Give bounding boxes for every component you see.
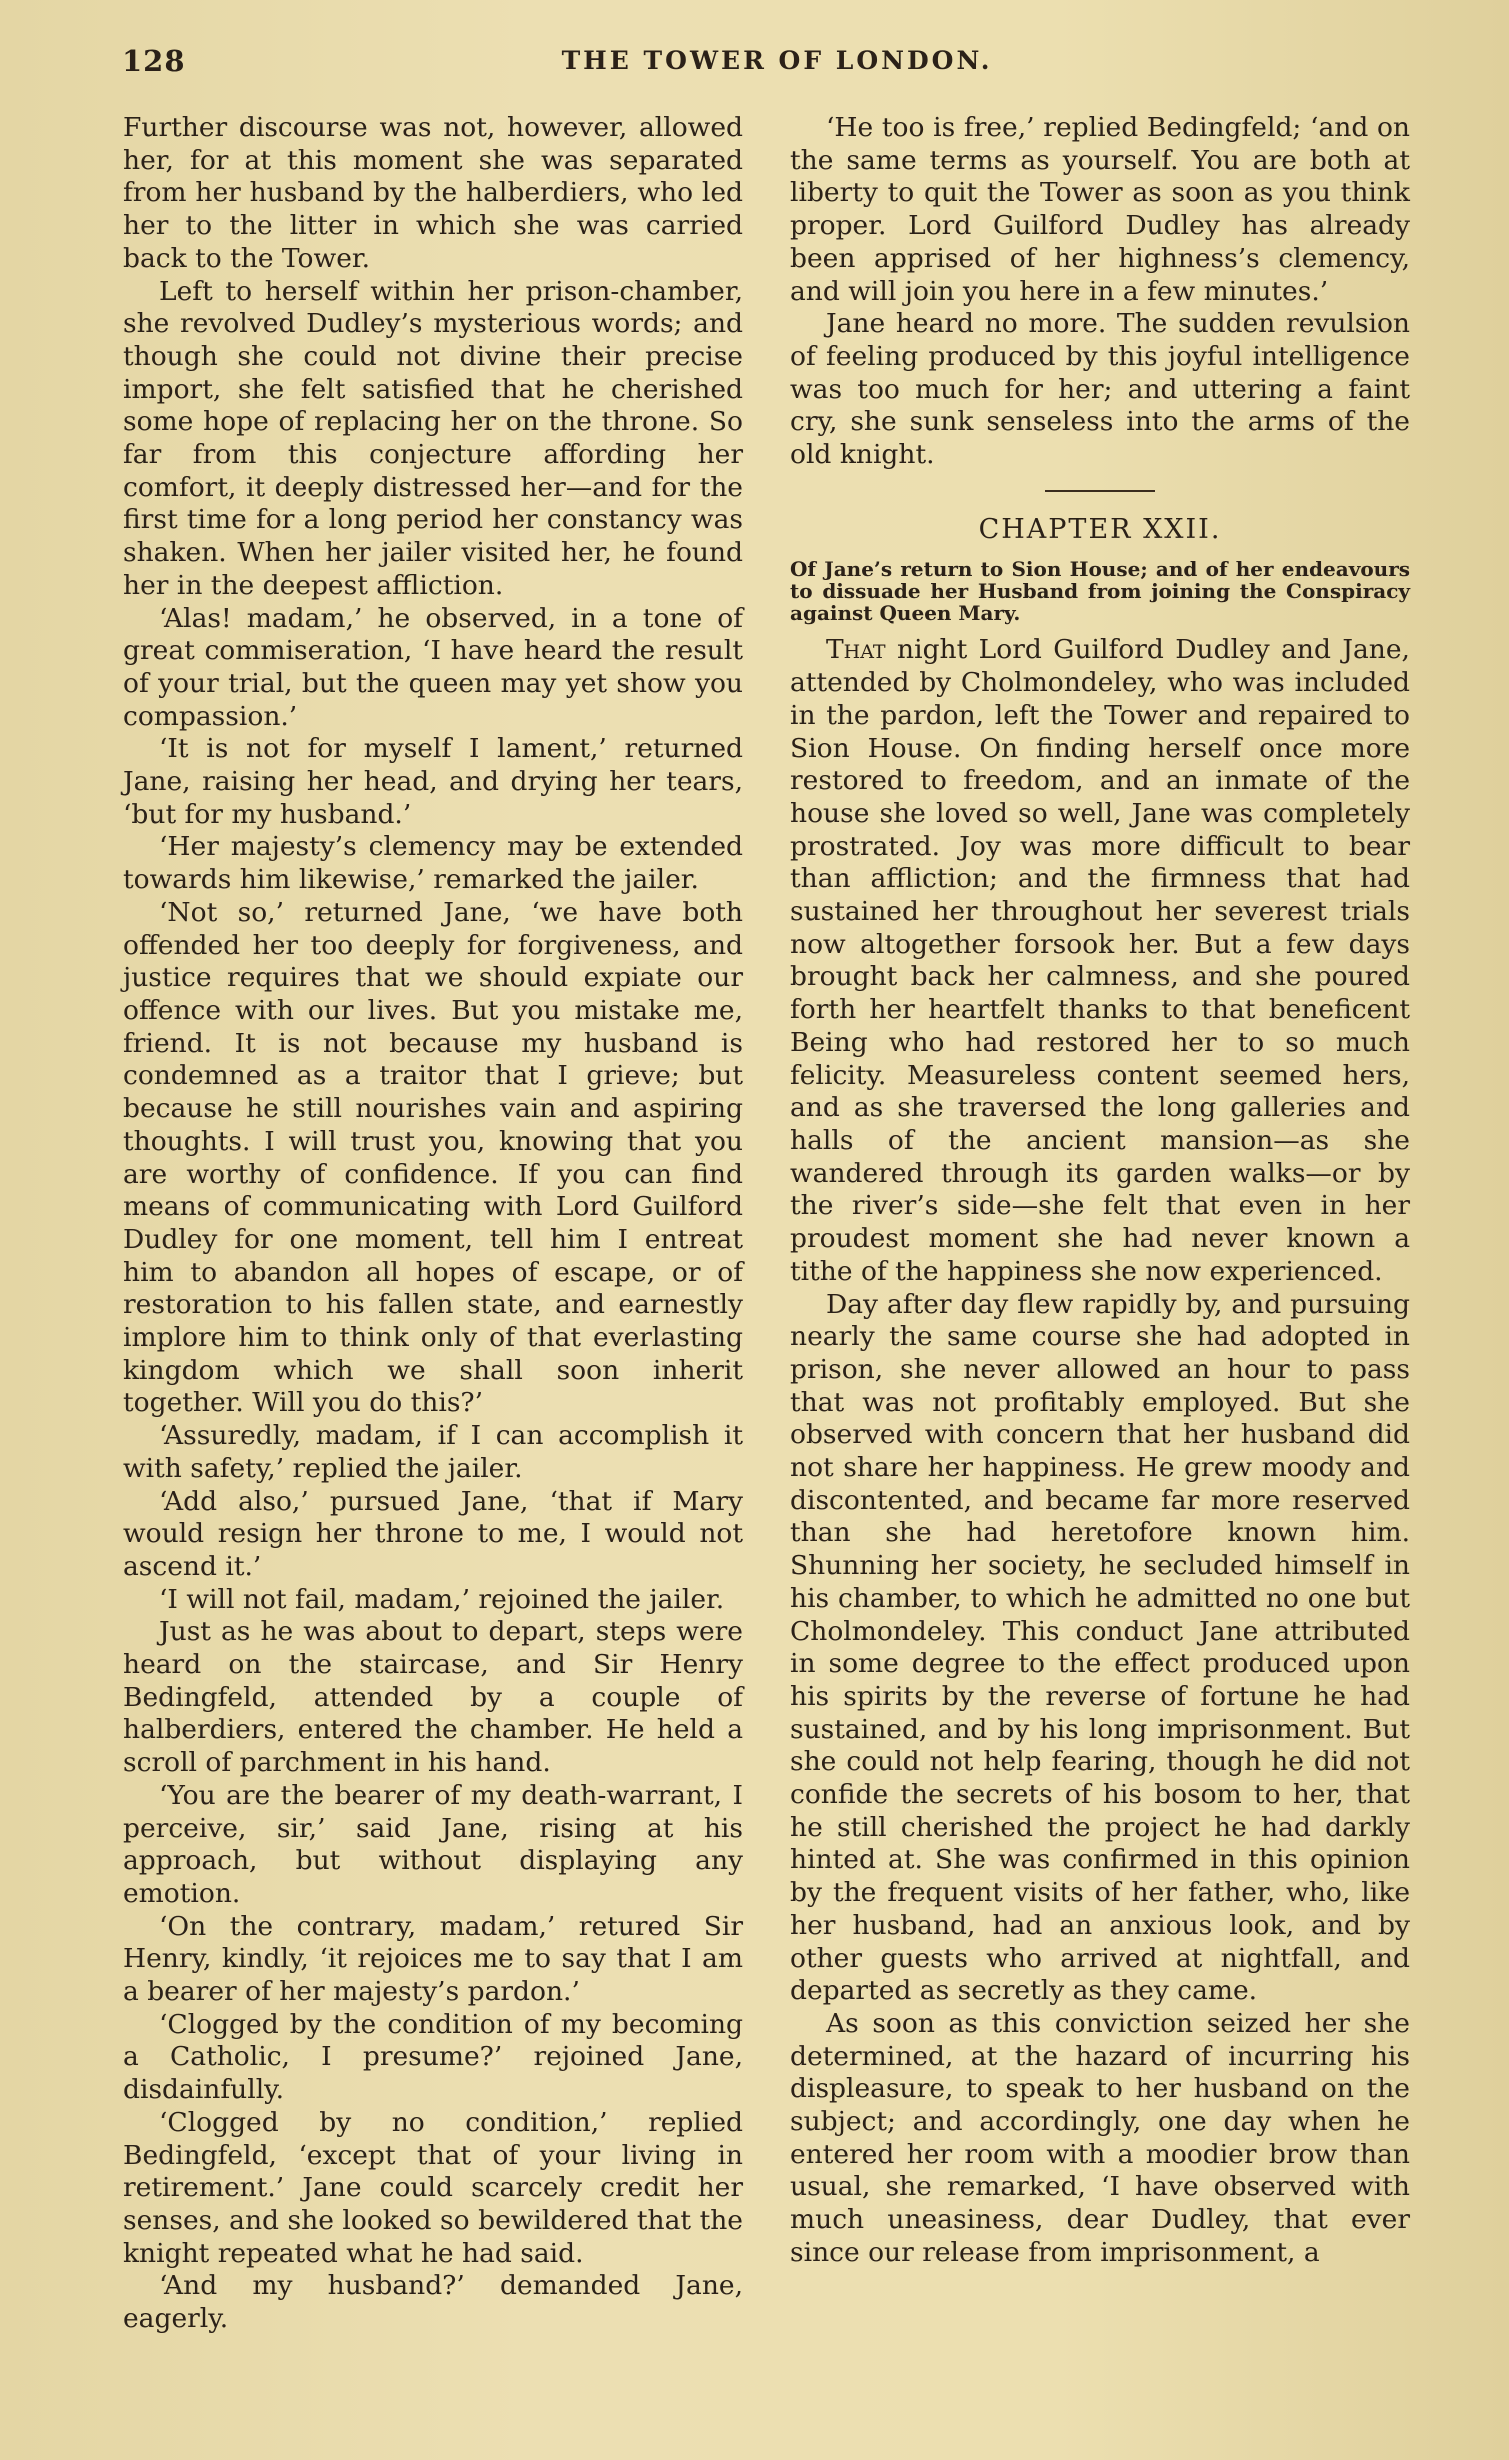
paragraph: Further discourse was not, however, allowed her, for at this moment she was separated from her husband by the halberdiers, who led her to the litter in which she was carried back to the Tower.: [123, 112, 743, 274]
paragraph: Jane heard no more. The sudden revulsion of feeling produced by this joyful intelligence was too much for her; and uttering a faint cry, she sunk senseless into the arms of the old knight.: [790, 308, 1410, 471]
paragraph: ‘Add also,’ pursued Jane, ‘that if Mary would resign her throne to me, I would not ascend it.’: [123, 1485, 743, 1582]
left-column: [123, 112, 743, 2336]
paragraph: Day after day flew rapidly by, and pursuing nearly the same course she had adopted in prison, she never allowed an hour to pass that was not profitably employed. But she observed with concern that her husband did not share her happiness. He grew moody and discontented, and became far more reserved than she had heretofore known him. Shunning her society, he secluded himself in his chamber, to which he admitted no one but Cholmondeley. This conduct Jane attributed in some degree to the effect produced upon his spirits by the reverse of fortune he had sustained, and by his long imprisonment. But she could not help fearing, though he did not confide the secrets of his bosom to her, that he still cherished the project he had darkly hinted at. She was confirmed in this opinion by the frequent visits of her father, who, like her husband, had an anxious look, and by other guests who arrived at nightfall, and departed as secretly as they came.: [790, 1288, 1410, 2007]
paragraph: ‘And my husband?’ demanded Jane, eagerly.: [123, 2270, 743, 2335]
paragraph-text: night Lord Guilford Dudley and Jane, attended by Cholmondeley, who was included in the pardon, left the Tower and repaired to Sion House. On finding herself once more restored to freedom, and an inmate of the house she loved so well, Jane was completely prostrated. Joy was more difficult to bear than affliction; and the firmness that had sustained her throughout her severest trials now altogether forsook her. But a few days brought back her calmness, and she poured forth her heartfelt thanks to that beneficent Being who had restored her to so much felicity. Measureless content seemed hers, and as she traversed the long galleries and halls of the ancient mansion—as she wandered through its garden walks—or by the river’s side—she felt that even in her proudest moment she had never known a tithe of the happiness she now experienced.: [790, 634, 1410, 1287]
paragraph: ‘On the contrary, madam,’ retured Sir Henry, kindly, ‘it rejoices me to say that I am a bearer of her majesty’s pardon.’: [123, 1910, 743, 2008]
page-number: 128: [122, 44, 186, 78]
paragraph: ‘You are the bearer of my death-warrant, I perceive, sir,’ said Jane, rising at his approach, but without displaying any emotion.: [123, 1779, 743, 1909]
chapter-title: CHAPTER XXII.: [978, 513, 1222, 545]
paragraph: Just as he was about to depart, steps were heard on the staircase, and Sir Henry Bedingfeld, attended by a couple of halberdiers, entered the chamber. He held a scroll of parchment in his hand.: [123, 1616, 743, 1779]
paragraph: ‘I will not fail, madam,’ rejoined the jailer.: [159, 1583, 725, 1615]
paragraph: [790, 634, 1410, 1288]
running-title: THE TOWER OF LONDON.: [561, 46, 993, 75]
section-divider: [1045, 490, 1155, 492]
page-header: [122, 44, 1432, 84]
chapter-summary-text: Of Jane’s return to Sion House; and of her endeavours to dissuade her Husband from joining the Conspiracy against Queen Mary.: [790, 557, 1410, 626]
paragraph-lead: That: [826, 634, 886, 666]
paragraph: ‘Assuredly, madam, if I can accomplish it with safety,’ replied the jailer.: [123, 1420, 743, 1484]
paragraph: ‘He too is free,’ replied Bedingfeld; ‘and on the same terms as yourself. You are both at liberty to quit the Tower as soon as you think proper. Lord Guilford Dudley has already been apprised of her highness’s clemency, and will join you here in a few minutes.’: [790, 112, 1410, 307]
paragraph: ‘Not so,’ returned Jane, ‘we have both offended her too deeply for forgiveness, and justice requires that we should expiate our offence with our lives. But you mistake me, friend. It is not because my husband is condemned as a traitor that I grieve; but because he still nourishes vain and aspiring thoughts. I will trust you, knowing that you are worthy of confidence. If you can find means of communicating with Lord Guilford Dudley for one moment, tell him I entreat him to abandon all hopes of escape, or of restoration to his fallen state, and earnestly implore him to think only of that everlasting kingdom which we shall soon inherit together. Will you do this?’: [123, 896, 743, 1419]
paragraph: ‘Her majesty’s clemency may be extended towards him likewise,’ remarked the jailer.: [123, 831, 743, 896]
paragraph: As soon as this conviction seized her she determined, at the hazard of incurring his displeasure, to speak to her husband on the subject; and accordingly, one day when he entered her room with a moodier brow than usual, she remarked, ‘I have observed with much uneasiness, dear Dudley, that ever since our release from imprisonment, a: [790, 2007, 1410, 2268]
paragraph: Left to herself within her prison-chamber, she revolved Dudley’s mysterious words; and though she could not divine their precise import, she felt satisfied that he cherished some hope of replacing her on the throne. So far from this conjecture affording her comfort, it deeply distressed her—and for the first time for a long period her constancy was shaken. When her jailer visited her, he found her in the deepest affliction.: [123, 275, 743, 601]
paragraph: ‘It is not for myself I lament,’ returned Jane, raising her head, and drying her tears, ‘but for my husband.’: [123, 733, 743, 830]
paragraph: ‘Clogged by the condition of my becoming a Catholic, I presume?’ rejoined Jane, disdainfully.: [123, 2008, 743, 2106]
paragraph: ‘Clogged by no condition,’ replied Bedingfeld, ‘except that of your living in retirement.’ Jane could scarcely credit her senses, and she looked so bewildered that the knight repeated what he had said.: [123, 2106, 743, 2269]
right-column: [790, 112, 1410, 2270]
chapter-summary: [790, 558, 1410, 624]
paragraph: ‘Alas! madam,’ he observed, in a tone of great commiseration, ‘I have heard the result of your trial, but the queen may yet show you compassion.’: [123, 602, 743, 732]
